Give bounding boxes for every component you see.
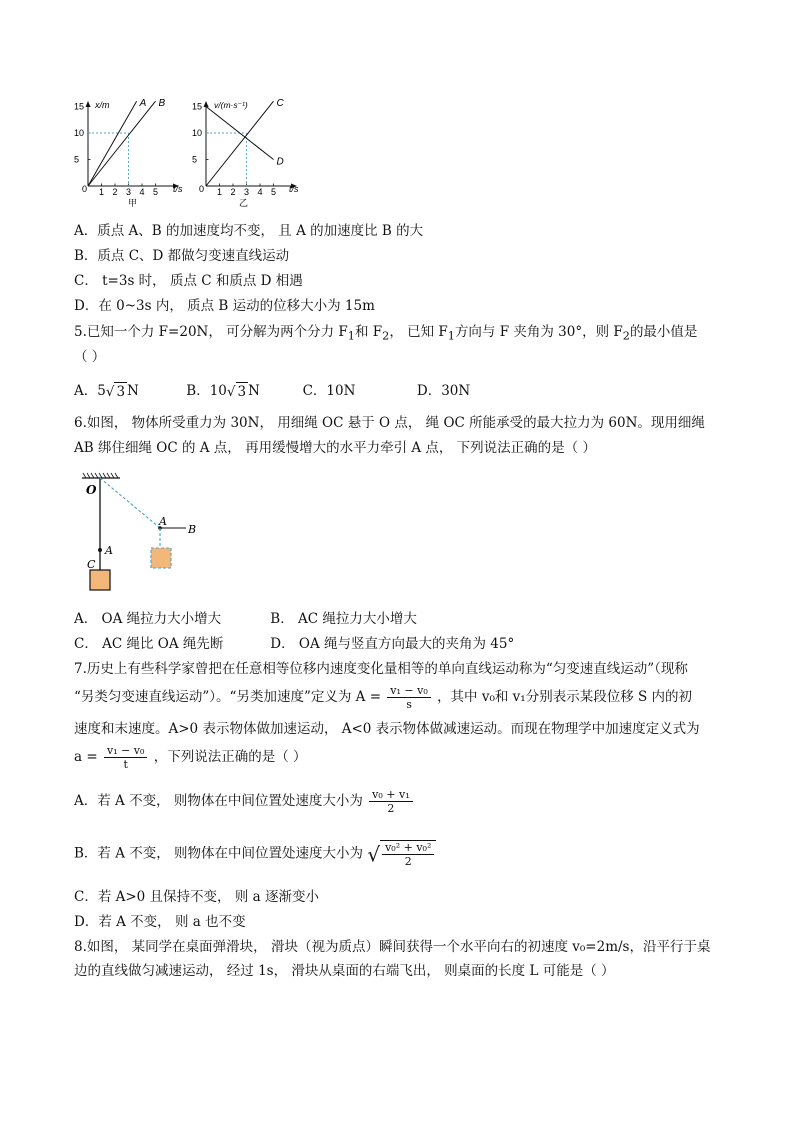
q5-stem: 5.已知一个力 F=20N， 可分解为两个分力 $F_1$和 $F_2$， 已知 $F_1$方向与 F 夹角为 30°，则 $F_2$的最小值是 <box>74 324 698 343</box>
q6-options-row2 <box>74 635 514 653</box>
q7-option-b-sqrt: √ $\frac{\text{v₀² + v₀²}}{2}$ <box>367 840 436 868</box>
graph-yi-xlabel: t/s <box>289 184 299 194</box>
q7-frac-a: $\frac{\text{v₁ − v₀}}{t}$ <box>104 744 147 771</box>
q7-option-b: B．若 A 不变， 则物体在中间位置处速度大小为 √ $\frac{\text{v₀² + v₀²}}{2}$ <box>74 840 436 868</box>
graph-jia-xlabel: t/s <box>173 184 183 194</box>
q4-option-c: C． t=3s 时， 质点 C 和质点 D 相遇 <box>74 273 303 289</box>
graph-yi-ylabel: v/(m·s⁻¹) <box>214 100 248 110</box>
label-a-vertical: A <box>105 544 113 557</box>
q8-line1: 8.如图， 某同学在桌面弹滑块， 滑块（视为质点）瞬间获得一个水平向右的初速度 v₀=2m/s，沿平行于桌 <box>74 939 711 955</box>
y-axis-arrow <box>204 101 209 107</box>
q6-stem-line1: 6.如图， 物体所受重力为 30N， 用细绳 OC 悬于 O 点， 绳 OC 所能承受的最大拉力为 60N。现用细绳 <box>74 415 705 431</box>
q7-frac-A: $\frac{\text{v₁ − v₀}}{s}$ <box>387 684 430 711</box>
q6-stem-line2: AB 绑住细绳 OC 的 A 点， 再用缓慢增大的水平力牵引 A 点， 下列说法正确的是（ ） <box>74 440 596 456</box>
x-tick-label: 4 <box>139 187 145 197</box>
label-a-pulled: A <box>159 515 167 528</box>
x-tick-label: 5 <box>153 187 159 197</box>
q4-option-b: B．质点 C、D 都做匀变速直线运动 <box>74 248 290 264</box>
x-tick-label: 1 <box>99 187 105 197</box>
q4-option-d: D．在 0~3s 内， 质点 B 运动的位移大小为 15m <box>74 298 375 314</box>
y-tick-label: 5 <box>74 154 80 165</box>
y-tick-label: 15 <box>192 101 203 112</box>
q7-option-a-frac: $\frac{\text{v₀ + v₁}}{2}$ <box>369 788 412 815</box>
q6-option-a: A． OA 绳拉力大小增大 <box>74 611 222 627</box>
x-tick-label: 3 <box>126 187 132 197</box>
x-tick-label: 2 <box>230 187 236 197</box>
y-tick-label: 5 <box>192 154 198 165</box>
series-label-d: D <box>276 156 284 168</box>
graph-yi-origin: 0 <box>199 184 205 194</box>
label-c: C <box>87 558 96 571</box>
graph-yi-caption: 乙 <box>239 198 249 208</box>
label-o: O <box>86 483 97 497</box>
q6-option-c: C． AC 绳比 OA 绳先断 <box>74 636 224 652</box>
ceiling-hatch <box>83 473 118 478</box>
q7-line2: “另类匀变速直线运动”）。“另类加速度”定义为 A = $\frac{\text{v₁ − v₀}}{s}$ ，其中 v₀和 v₁分别表示某段位移 S 内的初 <box>74 684 693 711</box>
x-tick-label: 4 <box>257 187 263 197</box>
q7-option-a: A．若 A 不变， 则物体在中间位置处速度大小为 $\frac{\text{v₀ + v₁}}{2}$ <box>74 788 415 815</box>
q6-figure <box>78 472 218 597</box>
q5-options <box>74 382 470 401</box>
q6-options-row1 <box>74 610 417 628</box>
y-tick-label: 15 <box>74 101 85 112</box>
x-tick-label: 3 <box>244 187 250 197</box>
graph-jia-caption: 甲 <box>128 198 138 208</box>
series-line-a <box>88 101 137 186</box>
x-tick-label: 2 <box>112 187 118 197</box>
graph-jia <box>70 98 198 210</box>
series-label-b: B <box>158 98 166 110</box>
y-axis-arrow <box>86 101 91 107</box>
x-tick-label: 1 <box>217 187 223 197</box>
box-c-moved <box>151 548 171 568</box>
rope-oa-dashed <box>100 478 160 528</box>
x-tick-label: 5 <box>271 187 277 197</box>
q7-line1: 7.历史上有些科学家曾把在任意相等位移内速度变化量相等的单向直线运动称为“匀变速直线运动”（现称 <box>74 661 688 677</box>
point-a-vertical <box>98 548 102 552</box>
series-label-a: A <box>139 98 147 110</box>
y-tick-label: 10 <box>74 128 85 138</box>
q6-option-b: B． AC 绳拉力大小增大 <box>270 611 417 627</box>
q5-option-d: D．30N <box>416 383 471 399</box>
label-b: B <box>188 523 197 536</box>
series-line-b <box>88 101 156 186</box>
q5-option-b: B．10√ 3 N <box>186 383 260 400</box>
q5-stem-bracket: （ ） <box>74 349 106 365</box>
q7-option-d: D．若 A 不变， 则 a 也不变 <box>74 914 246 930</box>
q5-option-a: A．5√ 3 N <box>74 383 139 400</box>
series-label-c: C <box>276 98 284 110</box>
q7-line4: a = $\frac{\text{v₁ − v₀}}{t}$ ，下列说法正确的是（ ） <box>74 744 307 771</box>
q5-option-c: C．10N <box>302 383 356 399</box>
graph-yi <box>192 98 317 210</box>
q4-option-a: A．质点 A、B 的加速度均不变， 且 A 的加速度比 B 的大 <box>74 223 424 239</box>
q6-option-d: D． OA 绳与竖直方向最大的夹角为 45° <box>270 636 515 652</box>
graph-jia-origin: 0 <box>82 184 88 194</box>
q8-line2: 边的直线做匀减速运动， 经过 1s， 滑块从桌面的右端飞出， 则桌面的长度 L 可能是（ ） <box>74 963 615 979</box>
box-c <box>90 570 110 590</box>
graph-jia-ylabel: x/m <box>95 100 110 110</box>
q7-option-c: C．若 A>0 且保持不变， 则 a 逐渐变小 <box>74 889 319 905</box>
y-tick-label: 10 <box>192 128 203 138</box>
q7-line3: 速度和末速度。A>0 表示物体做加速运动， A<0 表示物体做减速运动。而现在物理学中加速度定义式为 <box>74 721 700 737</box>
